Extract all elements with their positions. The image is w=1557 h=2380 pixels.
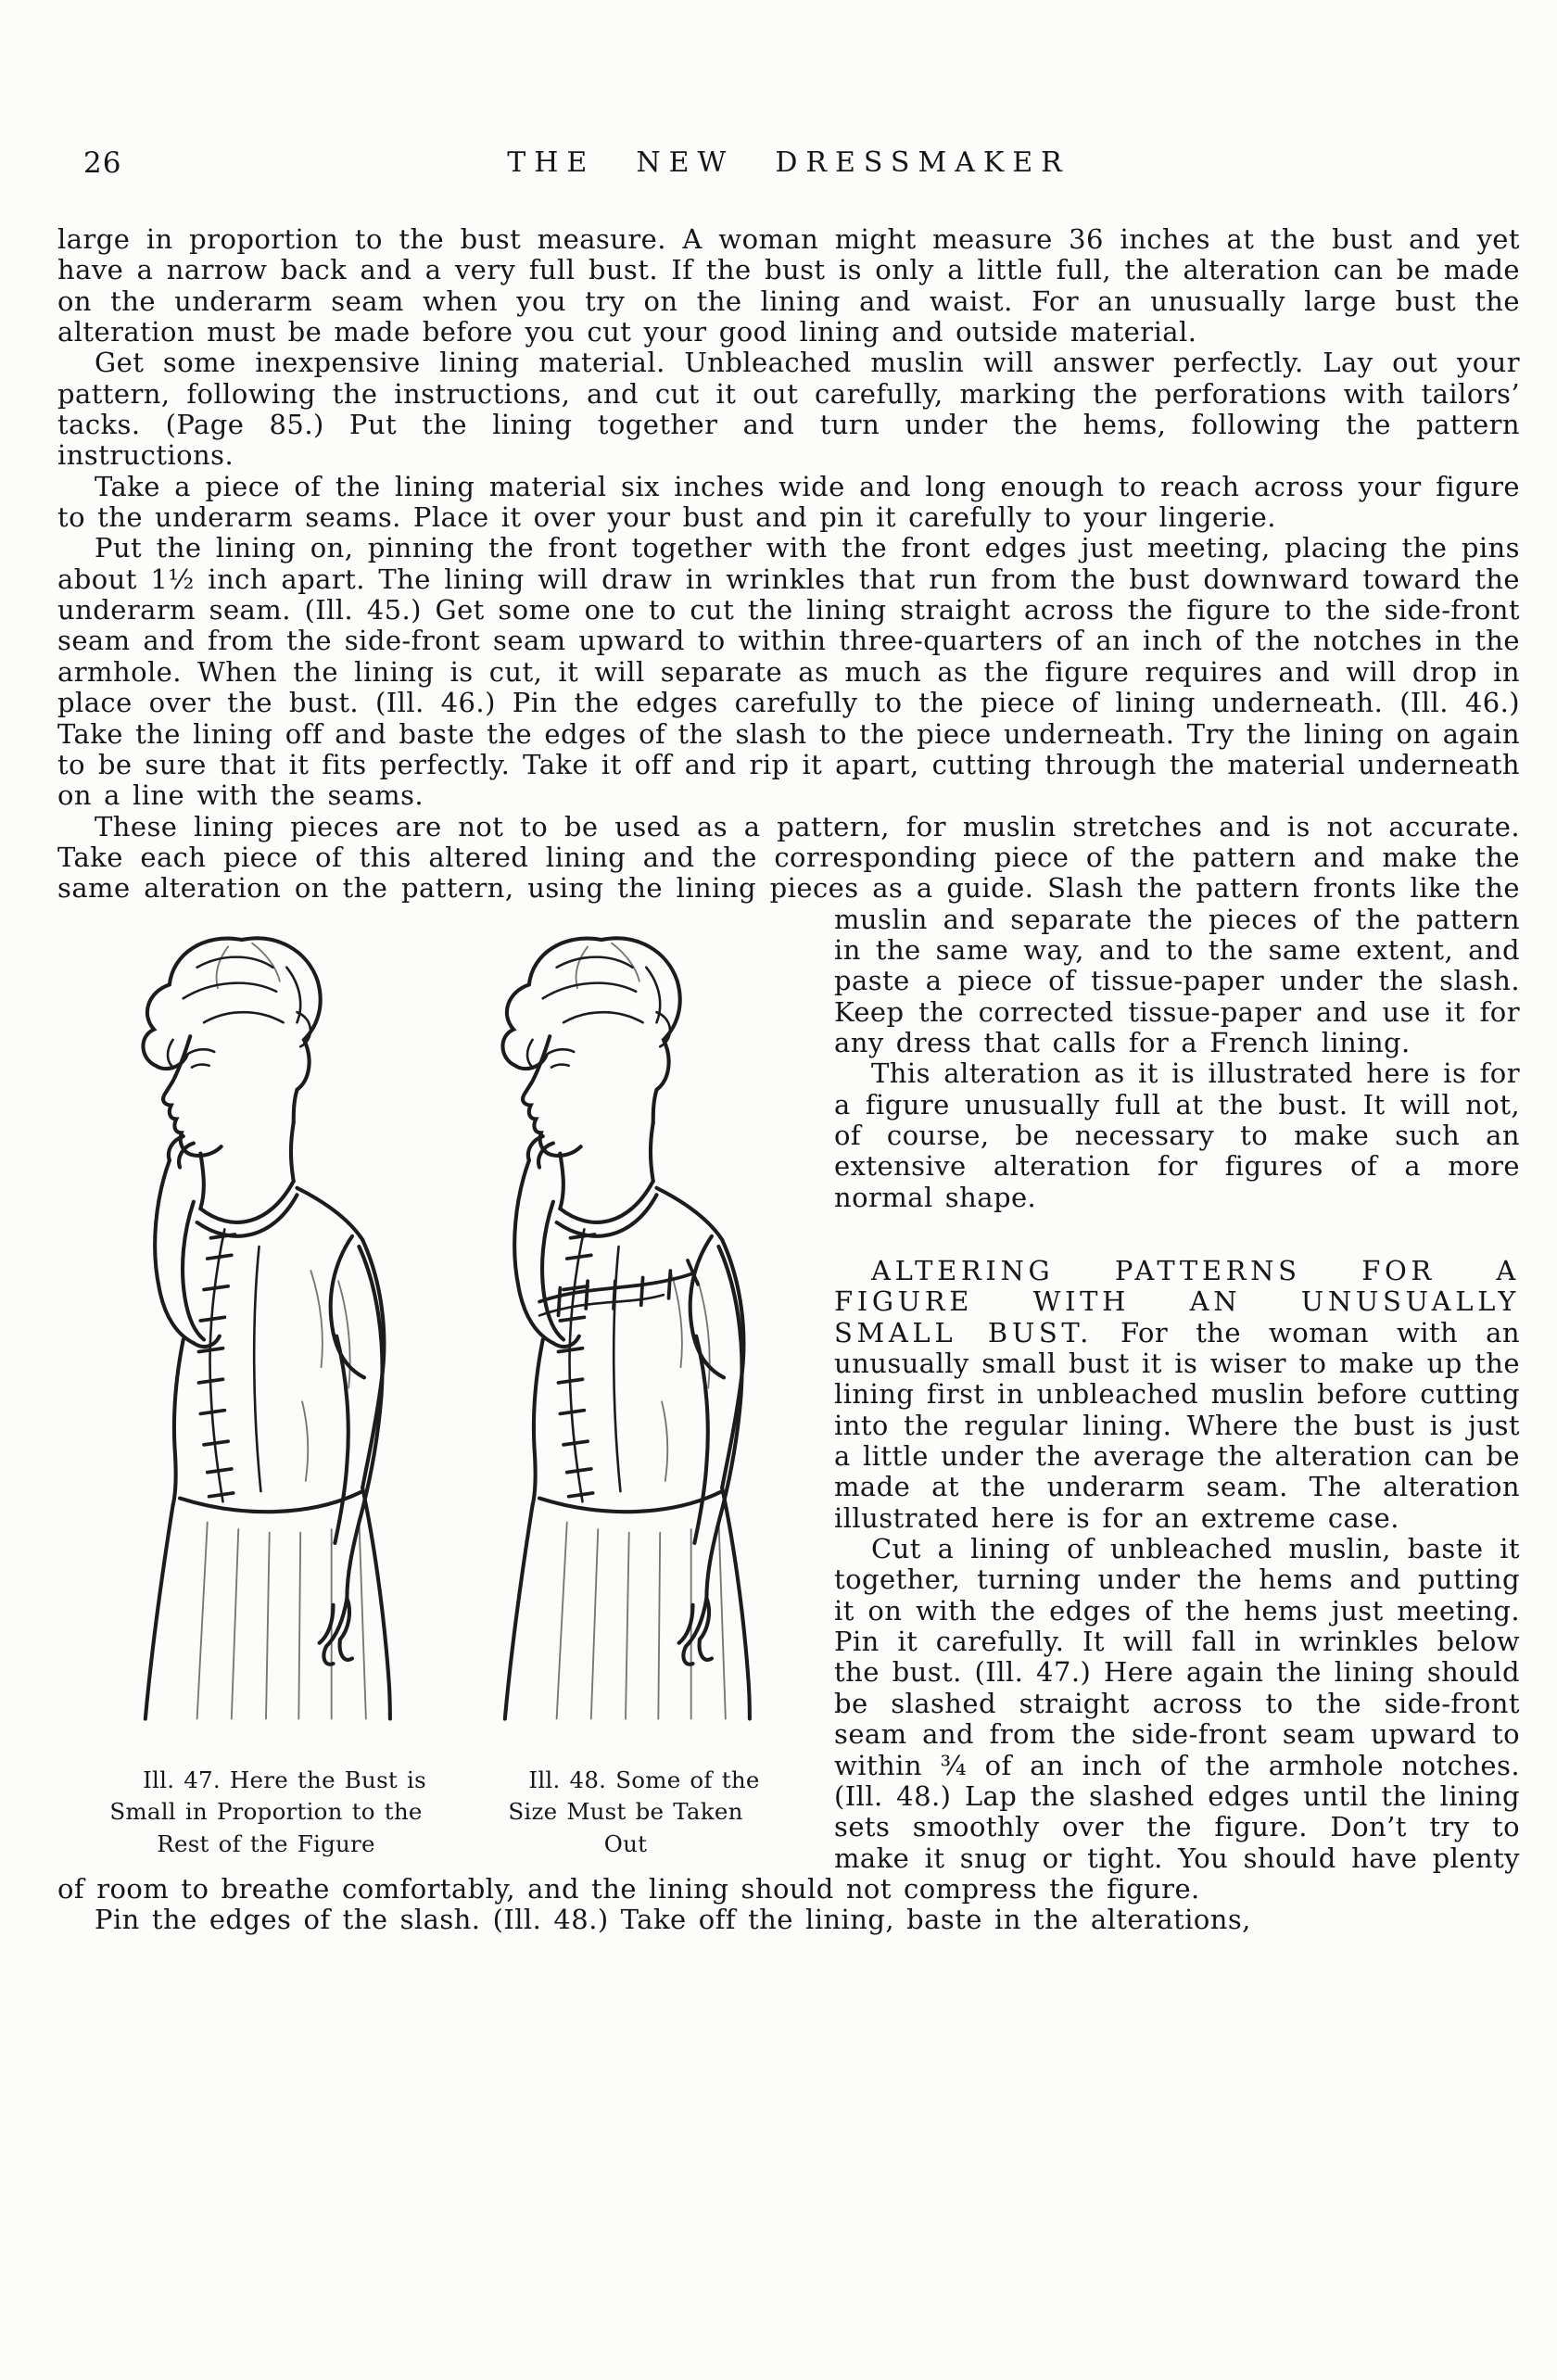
section-heading: ALTERING PATTERNS FOR A FIGURE WITH AN UNUSUALLY SMALL BUST. — [834, 1255, 1520, 1348]
woman-bodice-illustration-47 — [94, 916, 438, 1726]
figure-48 — [450, 916, 801, 1861]
figures-row — [57, 916, 810, 1861]
figure-47 — [91, 916, 441, 1861]
paragraph — [57, 348, 1520, 471]
bust-slash-marks — [539, 1260, 698, 1315]
paragraph-text: For the woman with an unusually small bust it is wiser to make up the lining first in unbleached muslin before cutting into the regular lining. Where the bust is just a little under the average the alteration can be made at the underarm seam. The alteration illustrated here is for an extreme case. — [834, 1316, 1520, 1534]
woman-bodice-illustration-48 — [453, 916, 798, 1726]
paragraph-text: Get some inexpensive lining material. Unbleached muslin will answer perfectly. Lay out your pattern, following the instructions, and cut it out carefully, marking the perforations with tailors’ tacks. (Page 85.) Put the lining together and turn under the hems, following the pattern instructions. — [57, 347, 1520, 472]
paragraph-text: Pin the edges of the slash. (Ill. 48.) Take off the lining, baste in the alterations, — [95, 1904, 1251, 1936]
paragraph — [57, 533, 1520, 811]
paragraph-text: Put the lining on, pinning the front together with the front edges just meeting, placing the pins about 1½ inch apart. The lining will draw in wrinkles that run from the bust downward toward the underarm seam. (Ill. 45.) Get some one to cut the lining straight across the figure to the side-front seam and from the side-front seam upward to within three-quarters of an inch of the notches in the armhole. When the lining is cut, it will separate as much as the figure requires and will drop in place over the bust. (Ill. 46.) Pin the edges carefully to the piece of lining underneath. (Ill. 46.) Take the lining off and baste the edges of the slash to the piece underneath. Try the lining on again to be sure that it fits perfectly. Take it off and rip it apart, cutting through the material underneath on a line with the seams. — [57, 532, 1520, 812]
paragraph-text: These lining pieces are not to be used as a pattern, for muslin stretches and is not accurate. Take each piece of this altered lining and the corresponding piece of the pattern and make the same alteration on the pattern, using the lining pieces as a guide. — [57, 810, 1520, 905]
page-header — [57, 146, 1520, 187]
paragraph — [57, 224, 1520, 348]
figure-caption: Ill. 47. Here the Bust is Small in Proportion to the Rest of the Figure — [109, 1766, 426, 1858]
paragraph-text: Cut a lining of unbleached muslin, baste it together, turning under the hems and putting it on with the edges of the hems just meeting. Pin it carefully. It will fall in wrinkles below the bust. (Ill. 47.) Here again the lining should be slashed straight across to the side-front seam and from the side-front seam upward to within ¾ of an inch of the armhole notches. (Ill. 48.) Lap the slashed edges until the lining sets smoothly over the figure. Don’t try to make it snug or tight. You should have plenty of room to breathe comfortably, and the lining should not compress the figure. — [57, 1533, 1520, 1905]
paragraph-text: This alteration as it is illustrated here is for a figure unusually full at the bust. It will not, of course, be necessary to make such an extensive alteration for figures of a more normal shape. — [834, 1057, 1520, 1213]
page-body — [57, 224, 1520, 1936]
paragraph — [57, 1905, 1520, 1935]
paragraph-text: large in proportion to the bust measure. A woman might measure 36 inches at the bust and yet have a narrow back and a very full bust. If the bust is only a little full, the alteration can be made on the underarm seam when you try on the lining and waist. For an unusually large bust the alteration must be made before you cut your good lining and outside material. — [57, 223, 1520, 348]
paragraph — [57, 472, 1520, 534]
paragraph-text: Take a piece of the lining material six inches wide and long enough to reach across your figure to the underarm seams. Place it over your bust and pin it carefully to your lingerie. — [57, 470, 1520, 534]
figure-caption: Ill. 48. Some of the Size Must be Taken Out — [508, 1766, 760, 1858]
paragraph-text: Slash the pattern fronts like the muslin and separate the pieces of the pattern in the same way, and to the same extent, and paste a piece of tissue-paper under the slash. Keep the corrected tissue-paper and use it for any dress that calls for a French lining. — [834, 872, 1520, 1058]
page-title: THE NEW DRESSMAKER — [507, 146, 1070, 179]
page-number: 26 — [83, 146, 122, 180]
figures-block — [57, 916, 810, 1861]
